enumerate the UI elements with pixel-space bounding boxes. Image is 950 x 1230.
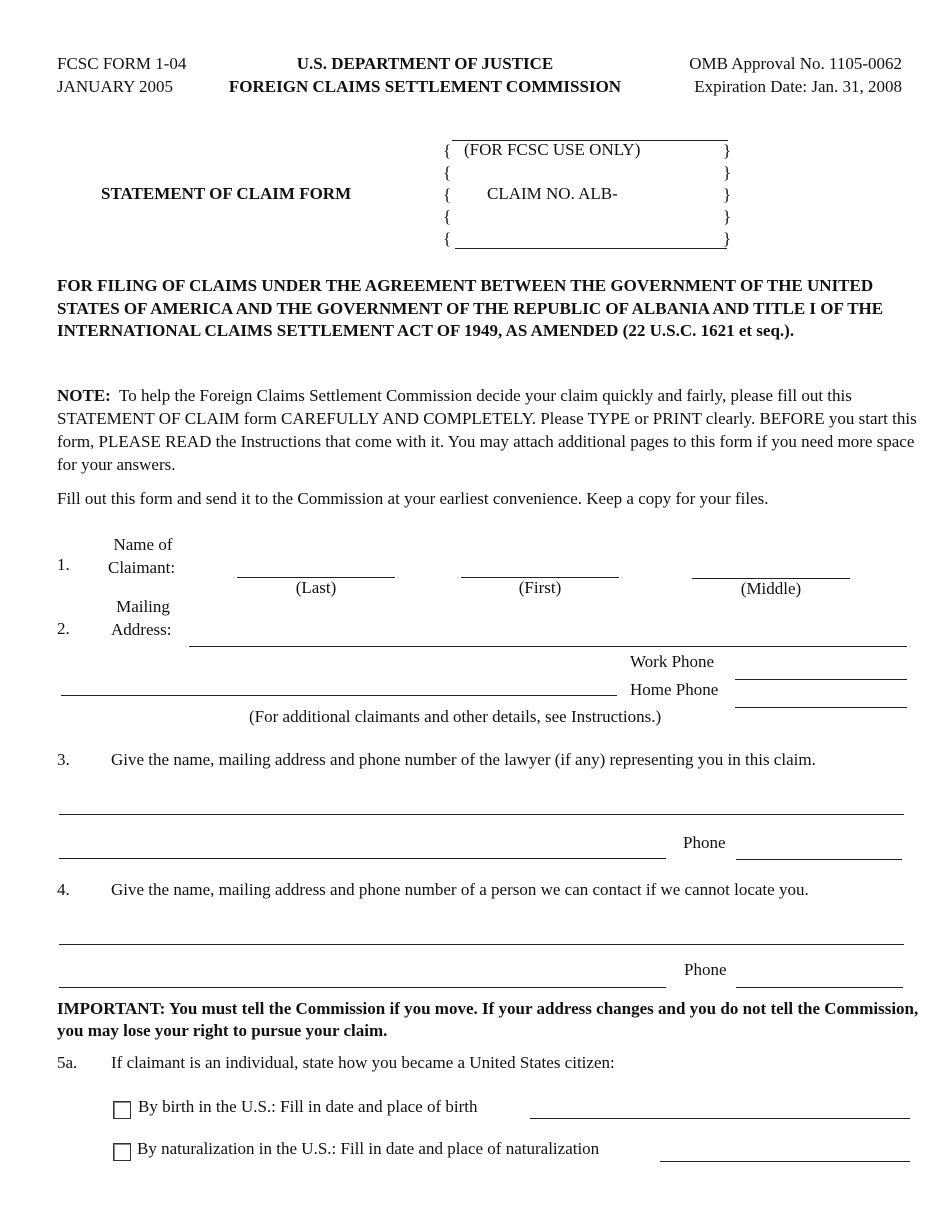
use-box-left-brace: { { { { { [443,141,452,248]
contact-address-field-2[interactable] [59,987,666,988]
form-date: JANUARY 2005 [57,77,174,96]
lawyer-name-address-field[interactable] [59,814,904,815]
q4-question: Give the name, mailing address and phone number of a person we can contact if we cannot locate you. [111,880,809,899]
contact-name-address-field[interactable] [59,944,904,945]
q2-number: 2. [57,619,70,638]
q3-question: Give the name, mailing address and phone number of the lawyer (if any) representing you in this claim. [111,750,816,769]
claim-number-label: CLAIM NO. ALB- [487,184,618,203]
intro-statement: FOR FILING OF CLAIMS UNDER THE AGREEMENT BETWEEN THE GOVERNMENT OF THE UNITED STATES OF AMERICA AND THE GOVERNMENT OF THE REPUBLIC OF ALBANIA AND TITLE I OF THE INTERNATIONAL CLAIMS SETTLEMENT ACT OF 1949, AS AMENDED (22 U.S.C. 1621 et seq.). [57,276,884,340]
q5a-question: If claimant is an individual, state how you became a United States citizen: [111,1053,615,1072]
lawyer-address-field-2[interactable] [59,858,666,859]
note-text: To help the Foreign Claims Settlement Commission decide your claim quickly and fairly, please fill out this STATEMENT OF CLAIM form CAREFULLY AND COMPLETELY. Please TYPE or PRINT clearly. BEFORE you start this form, PLEASE READ the Instructions that come with it. You may attach additional pages to this form if you need more space for your answers. [57,386,917,474]
last-name-caption: (Last) [295,578,337,597]
naturalization-checkbox[interactable] [113,1143,131,1161]
use-box-bottom-rule [455,248,727,249]
omb-approval: OMB Approval No. 1105-0062 [689,54,902,73]
use-box-right-brace: } } } } } [723,141,732,248]
q5a-number: 5a. [57,1053,78,1072]
q3-number: 3. [57,750,70,769]
important-notice: IMPORTANT: You must tell the Commission if you move. If your address changes and you do not tell the Commission, you may lose your right to pursue your claim. [57,999,919,1040]
note-label: NOTE: [57,386,111,405]
q4-number: 4. [57,880,70,899]
contact-phone-field[interactable] [736,987,903,988]
use-box-label: (FOR FCSC USE ONLY) [464,140,641,159]
mailing-address-field-2[interactable] [61,695,617,696]
home-phone-field[interactable] [735,707,907,708]
birth-option-label: By birth in the U.S.: Fill in date and place of birth [138,1097,478,1116]
home-phone-label: Home Phone [630,680,719,699]
work-phone-field[interactable] [735,679,907,680]
q3-phone-label: Phone [683,833,726,852]
note-paragraph [57,384,919,476]
q2-label-line2: Address: [111,620,172,639]
expiration-date: Expiration Date: Jan. 31, 2008 [694,77,902,96]
form-id: FCSC FORM 1-04 [57,54,187,73]
q1-label-line2: Claimant: [108,558,176,577]
birth-checkbox[interactable] [113,1101,131,1119]
birth-date-place-field[interactable] [530,1118,910,1119]
q1-number: 1. [57,555,70,574]
mailing-address-field[interactable] [189,646,907,647]
additional-claimants-note: (For additional claimants and other details, see Instructions.) [249,707,662,726]
middle-name-caption: (Middle) [740,579,802,598]
q1-label-line1: Name of [113,535,173,554]
q4-phone-label: Phone [684,960,727,979]
page-title: STATEMENT OF CLAIM FORM [101,184,352,203]
department-title: U.S. DEPARTMENT OF JUSTICE [296,54,554,73]
fill-out-instruction: Fill out this form and send it to the Commission at your earliest convenience. Keep a copy for your files. [57,489,769,508]
q2-label-line1: Mailing [116,597,170,616]
first-name-caption: (First) [518,578,562,597]
lawyer-phone-field[interactable] [736,859,902,860]
work-phone-label: Work Phone [630,652,715,671]
naturalization-date-place-field[interactable] [660,1161,910,1162]
naturalization-option-label: By naturalization in the U.S.: Fill in date and place of naturalization [137,1139,600,1158]
commission-title: FOREIGN CLAIMS SETTLEMENT COMMISSION [228,77,622,96]
